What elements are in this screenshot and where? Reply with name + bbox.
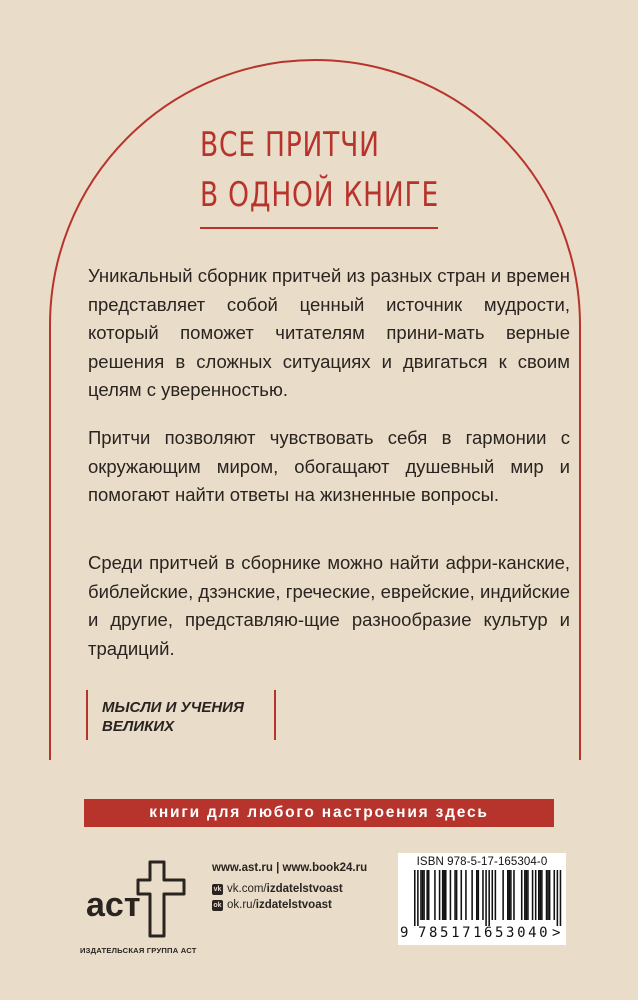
- ok-link[interactable]: [212, 899, 367, 911]
- isbn-barcode-block: [398, 853, 566, 945]
- barcode-bar: [478, 870, 480, 920]
- series-tag: [86, 690, 276, 740]
- barcode-bar: [417, 870, 419, 926]
- barcode-bar: [546, 870, 548, 920]
- barcode-bar: [507, 870, 509, 920]
- title-underline: [200, 227, 438, 229]
- barcode-bar: [532, 870, 534, 920]
- vk-icon: vk: [213, 885, 222, 893]
- barcode-bar: [524, 870, 526, 920]
- barcode-bar: [461, 870, 463, 920]
- barcode-bar: [439, 870, 441, 920]
- vk-link[interactable]: [212, 883, 367, 895]
- barcode-bar: [495, 870, 497, 920]
- barcode: [400, 870, 564, 926]
- barcode-bar: [428, 870, 430, 920]
- ast-logo: [80, 858, 202, 940]
- description-paragraph-2: Притчи позволяют чувствовать себя в гармонии с окружающим миром, обогащают душевный мир и помогают найти ответы на жизненные вопросы.: [88, 427, 570, 505]
- barcode-bar: [492, 870, 494, 920]
- ok-icon: ok: [213, 901, 222, 909]
- promo-banner: книги для любого настроения здесь: [84, 799, 554, 827]
- barcode-bar: [554, 870, 556, 920]
- series-tag-line-1: МЫСЛИ И УЧЕНИЯ: [102, 699, 244, 716]
- barcode-bar: [509, 870, 511, 920]
- barcode-bar: [465, 870, 467, 920]
- series-tag-line-2: ВЕЛИКИХ: [102, 718, 175, 735]
- barcode-bar: [557, 870, 559, 926]
- description-paragraph-3: Среди притчей в сборнике можно найти афри-канские, библейские, дзэнские, греческие, еврейские, индийские и другие, представляю-щие разнообразие культур и традиций.: [88, 552, 570, 659]
- barcode-bar: [526, 870, 528, 920]
- ok-handle: izdatelstvoast: [255, 899, 332, 911]
- title-line-1: ВСЕ ПРИТЧИ: [200, 125, 380, 165]
- barcode-bar: [510, 870, 512, 920]
- barcode-bar: [443, 870, 445, 920]
- barcode-bar: [560, 870, 562, 926]
- barcode-bar: [485, 870, 487, 926]
- vk-prefix: vk.com/: [227, 883, 267, 895]
- barcode-bar: [540, 870, 542, 920]
- ean-right: 653040: [484, 925, 551, 941]
- description-paragraph-1: Уникальный сборник притчей из разных стран и времен представляет собой ценный источник мудрости, который поможет читателям прини-мать верные решения в сложных ситуациях и двигаться к своим целям с уверенностью.: [88, 265, 570, 400]
- barcode-bar: [456, 870, 458, 920]
- barcode-bar: [549, 870, 551, 920]
- barcode-bar: [482, 870, 484, 920]
- barcode-bar: [538, 870, 540, 920]
- barcode-bar: [442, 870, 444, 920]
- ean-tail: >: [552, 925, 561, 941]
- publisher-websites[interactable]: www.ast.ru | www.book24.ru: [212, 862, 368, 874]
- barcode-bar: [535, 870, 537, 920]
- barcode-bar: [450, 870, 452, 920]
- ean-first: 9: [400, 925, 409, 941]
- barcode-bar: [488, 870, 490, 926]
- ok-prefix: ok.ru/: [227, 899, 256, 911]
- barcode-bar: [521, 870, 523, 920]
- barcode-bar: [422, 870, 424, 920]
- ean-left: 785171: [418, 925, 485, 941]
- isbn-label: ISBN 978-5-17-165304-0: [416, 856, 548, 868]
- vk-handle: izdatelstvoast: [266, 883, 343, 895]
- barcode-bar: [513, 870, 515, 920]
- barcode-bar: [527, 870, 529, 920]
- barcode-bar: [471, 870, 473, 920]
- barcode-bar: [426, 870, 428, 920]
- barcode-bar: [547, 870, 549, 920]
- barcode-bar: [420, 870, 422, 920]
- publisher-links: [212, 862, 367, 915]
- barcode-bar: [476, 870, 478, 920]
- barcode-bar: [454, 870, 456, 920]
- barcode-bar: [541, 870, 543, 920]
- book-title: [200, 120, 439, 220]
- publisher-caption: ИЗДАТЕЛЬСКАЯ ГРУППА АСТ: [80, 946, 197, 955]
- barcode-bar: [502, 870, 504, 920]
- barcode-bar: [434, 870, 436, 920]
- logo-text: аст: [86, 886, 141, 924]
- barcode-bar: [423, 870, 425, 920]
- title-line-2: В ОДНОЙ КНИГЕ: [200, 175, 439, 215]
- barcode-bar: [445, 870, 447, 920]
- barcode-bar: [414, 870, 416, 926]
